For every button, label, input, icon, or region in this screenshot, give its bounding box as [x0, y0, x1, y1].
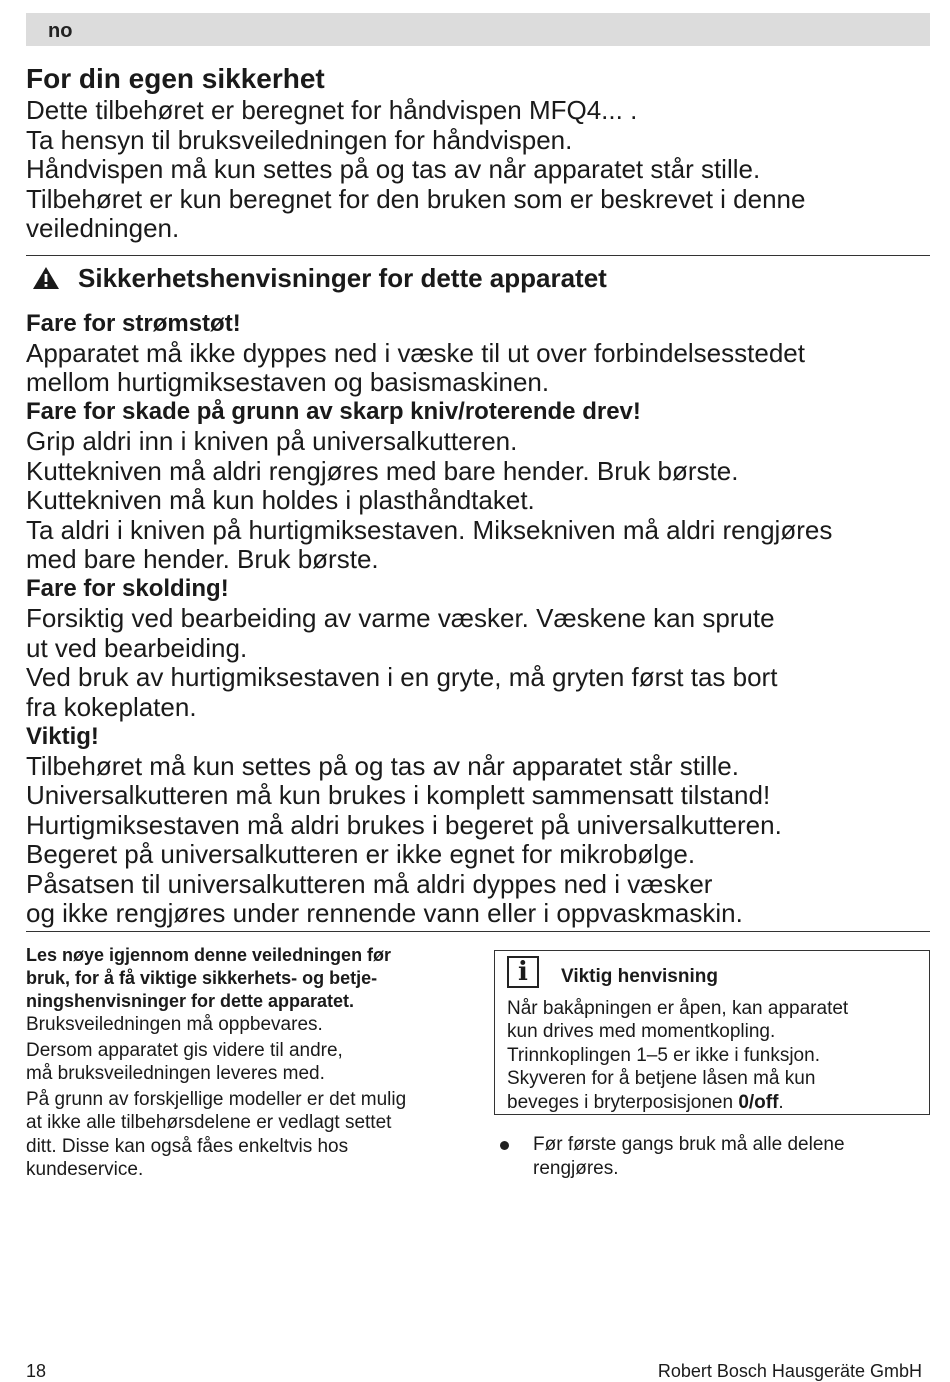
warning-triangle-icon — [32, 266, 60, 290]
note-line: Når bakåpningen er åpen, kan apparatet — [507, 998, 849, 1019]
read-instructions-line: bruk, for å få viktige sikkerhets- og betje- — [26, 968, 378, 988]
note-line: Skyveren for å betjene låsen må kun — [507, 1068, 816, 1090]
hazard-line: fra kokeplaten. — [26, 691, 197, 722]
divider — [26, 931, 930, 932]
hazard-line: Apparatet må ikke dyppes ned i væske til ut over forbindelsesstedet — [26, 337, 805, 368]
bullet-line: Før første gangs bruk må alle delene — [533, 1134, 845, 1155]
info-line: ditt. Disse kan også fåes enkeltvis hos — [26, 1135, 349, 1157]
intro-line: Dette tilbehøret er beregnet for håndvispen MFQ4... . — [26, 95, 638, 125]
info-line: Bruksveiledningen må oppbevares. — [26, 1014, 323, 1035]
read-instructions-line: Les nøye igjennom denne veiledningen før — [26, 945, 392, 965]
info-line: Dersom apparatet gis videre til andre, — [26, 1039, 343, 1061]
bullet-item — [494, 1133, 930, 1181]
hazard-line: Forsiktig ved bearbeiding av varme væsker. Væskene kan sprute — [26, 603, 775, 634]
note-box — [494, 950, 930, 1115]
intro-line: Håndvispen må kun settes på og tas av når apparatet står stille. — [26, 154, 761, 184]
language-code: no — [48, 20, 73, 42]
bullet-dot-icon — [500, 1141, 509, 1150]
hazard-line: Hurtigmiksestaven må aldri brukes i begeret på universalkutteren. — [26, 809, 782, 840]
hazard-line: med bare hender. Bruk børste. — [26, 543, 379, 574]
note-line-prefix: beveges i bryterposisjonen — [507, 1091, 739, 1113]
note-line: kun drives med momentkopling. — [507, 1021, 776, 1043]
intro-line: Tilbehøret er kun beregnet for den bruken som er beskrevet i denne — [26, 183, 806, 214]
company-name: Robert Bosch Hausgeräte GmbH — [657, 1361, 922, 1381]
bullet-line: rengjøres. — [533, 1158, 619, 1179]
safety-sections — [26, 309, 930, 929]
left-column — [26, 944, 466, 1182]
hazard-heading: Fare for skade på grunn av skarp kniv/roterende drev! — [26, 398, 641, 426]
info-line: må bruksveiledningen leveres med. — [26, 1063, 325, 1084]
hazard-line: Kuttekniven må aldri rengjøres med bare hender. Bruk børste. — [26, 455, 739, 486]
safety-heading — [26, 261, 930, 295]
safety-title: Sikkerhetshenvisninger for dette apparatet — [78, 262, 607, 293]
hazard-line: Ved bruk av hurtigmiksestaven i en gryte, må gryten først tas bort — [26, 662, 778, 693]
note-line-suffix: . — [778, 1091, 784, 1113]
main-content — [26, 62, 930, 928]
switch-position: 0/off — [738, 1091, 779, 1113]
hazard-line: Begeret på universalkutteren er ikke egnet for mikrobølge. — [26, 839, 696, 870]
info-icon: i — [507, 956, 539, 988]
hazard-line: mellom hurtigmiksestaven og basismaskinen. — [26, 366, 550, 397]
page-number: 18 — [26, 1361, 47, 1381]
language-bar — [26, 13, 930, 46]
info-line: at ikke alle tilbehørsdelene er vedlagt settet — [26, 1112, 392, 1133]
hazard-line: ut ved bearbeiding. — [26, 632, 248, 663]
hazard-line: og ikke rengjøres under rennende vann eller i oppvaskmaskin. — [26, 898, 743, 928]
hazard-line: Tilbehøret må kun settes på og tas av når apparatet står stille. — [26, 750, 739, 781]
hazard-heading: Fare for skolding! — [26, 575, 229, 603]
section-title: For din egen sikkerhet — [26, 63, 325, 94]
note-line — [507, 1091, 922, 1114]
read-instructions-line: ningshenvisninger for dette apparatet. — [26, 991, 355, 1011]
note-body — [507, 997, 922, 1114]
note-line: Trinnkoplingen 1–5 er ikke i funksjon. — [507, 1044, 820, 1066]
intro-line: veiledningen. — [26, 213, 180, 243]
info-line: kundeservice. — [26, 1159, 144, 1180]
hazard-heading: Fare for strømstøt! — [26, 309, 241, 337]
hazard-line: Grip aldri inn i kniven på universalkutteren. — [26, 426, 518, 457]
bullet-text — [533, 1133, 845, 1181]
intro-line: Ta hensyn til bruksveiledningen for håndvispen. — [26, 124, 573, 155]
info-line: På grunn av forskjellige modeller er det mulig — [26, 1088, 407, 1110]
hazard-heading: Viktig! — [26, 722, 99, 750]
divider — [26, 255, 930, 256]
hazard-line: Ta aldri i kniven på hurtigmiksestaven. Miksekniven må aldri rengjøres — [26, 514, 833, 545]
hazard-line: Kuttekniven må kun holdes i plasthåndtaket. — [26, 485, 535, 516]
hazard-line: Påsatsen til universalkutteren må aldri dyppes ned i væsker — [26, 868, 713, 899]
note-title: Viktig henvisning — [561, 966, 718, 987]
hazard-line: Universalkutteren må kun brukes i komplett sammensatt tilstand! — [26, 780, 771, 811]
